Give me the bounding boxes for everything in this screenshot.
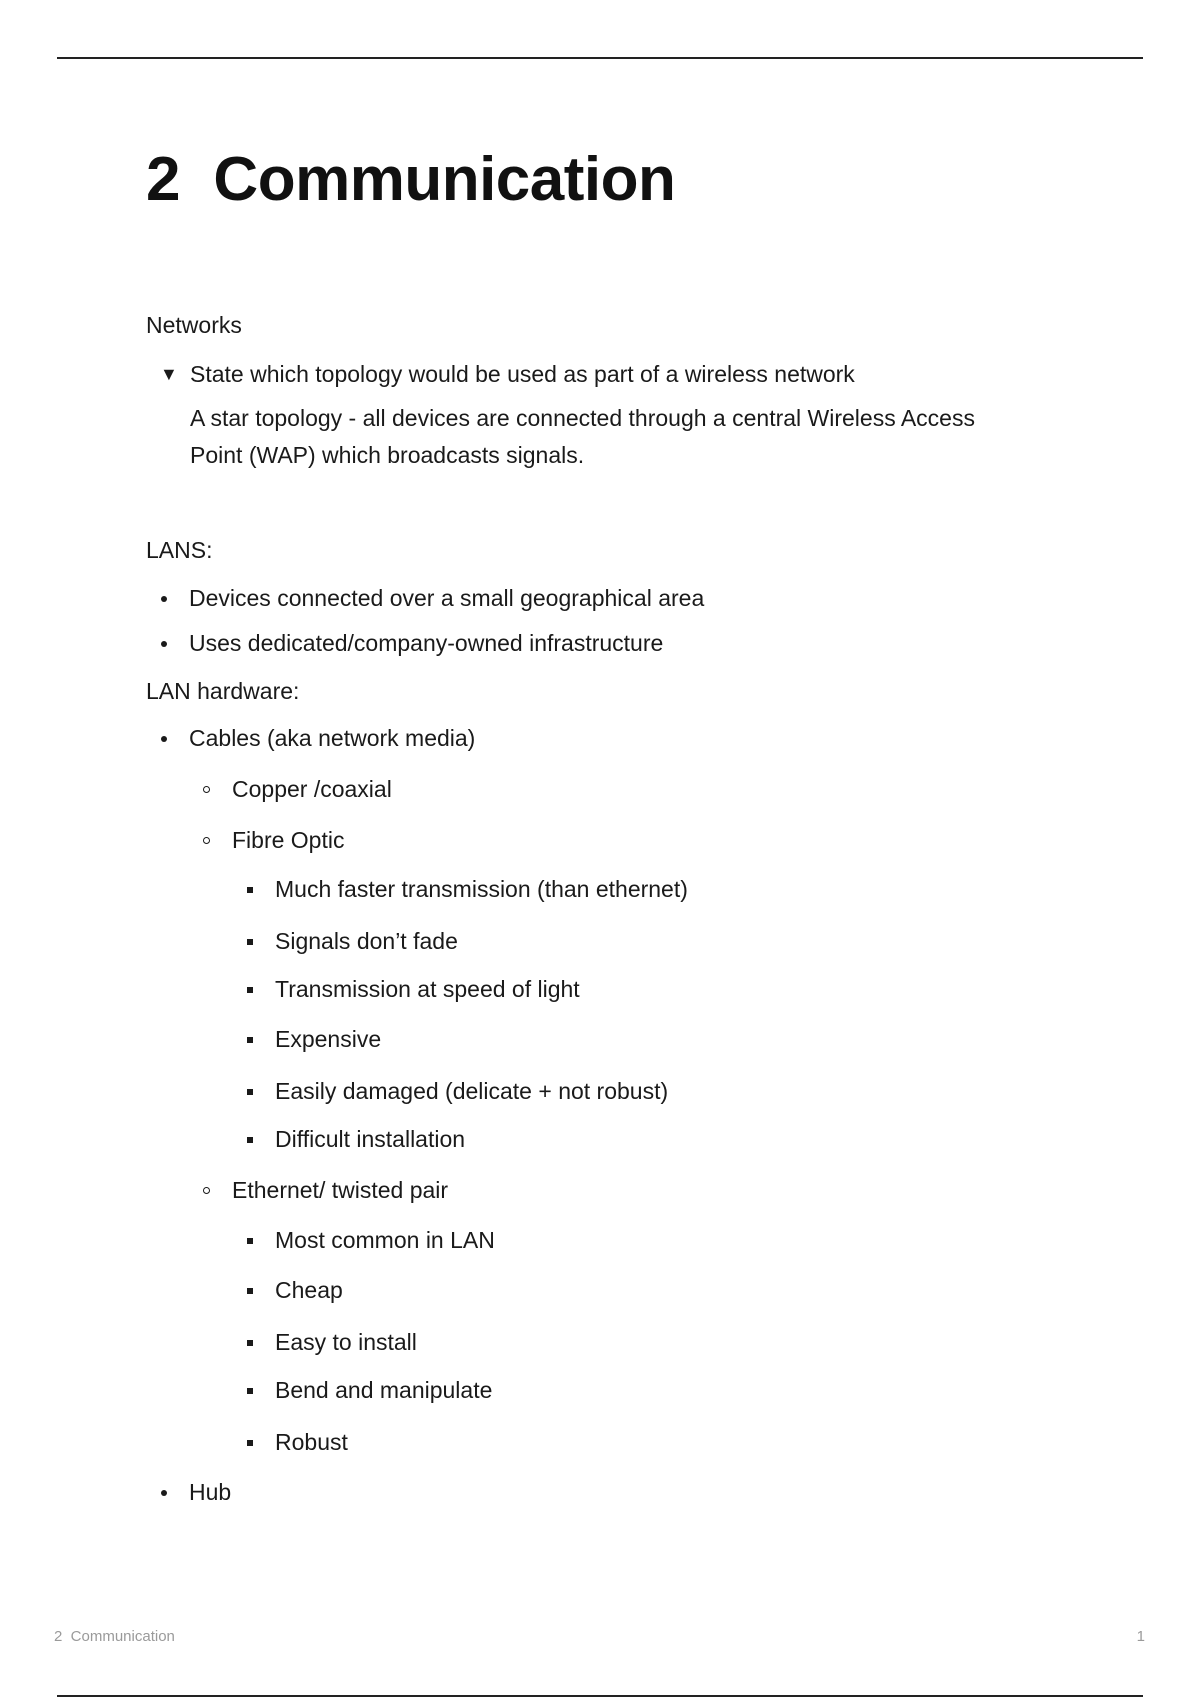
list-item-text: Difficult installation [275,1126,466,1152]
lans-heading: LANS: [146,537,213,563]
networks-heading: Networks [146,312,242,338]
bottom-rule [57,1695,1143,1697]
list-item [232,1223,1106,1257]
square-bullet-icon [247,1137,253,1143]
top-rule [57,57,1143,59]
square-bullet-icon [247,1238,253,1244]
list-item [232,1022,1106,1056]
list-item-ethernet [189,1173,1106,1459]
toggle-header[interactable] [160,357,1106,391]
list-item-text: Signals don’t fade [275,928,458,954]
list-item-text: Devices connected over a small geographical area [189,585,705,611]
cables-sublist [189,772,1106,1459]
list-item [232,1325,1106,1359]
list-item [232,924,1106,958]
list-item-fibre [189,823,1106,1156]
fibre-sublist [232,872,1106,1156]
list-item-hub [146,1475,1106,1509]
square-bullet-icon [247,1340,253,1346]
list-item-text: Transmission at speed of light [275,976,580,1002]
list-item-text: Copper /coaxial [232,776,392,802]
bullet-icon [161,736,167,742]
list-item-text: Fibre Optic [232,827,345,853]
list-item [232,872,1106,906]
circle-bullet-icon [203,786,210,793]
lan-hardware-list [146,721,1106,1509]
toggle-triangle-icon[interactable]: ▼ [160,364,178,384]
toggle-question: State which topology would be used as part of a wireless network [190,361,855,387]
footer-page-number: 1 [1136,1628,1145,1645]
list-item [146,581,1106,615]
page-title: 2 Communication [146,145,676,214]
footer-title: 2 Communication [54,1628,175,1645]
list-item [232,972,1106,1006]
circle-bullet-icon [203,837,210,844]
list-item-copper [189,772,1106,806]
list-item-text: Cables (aka network media) [189,725,476,751]
list-item-text: Much faster transmission (than ethernet) [275,876,688,902]
list-item-text: Robust [275,1429,348,1455]
square-bullet-icon [247,1089,253,1095]
list-item-cables [146,721,1106,1459]
square-bullet-icon [247,1037,253,1043]
ethernet-sublist [232,1223,1106,1459]
toggle-answer: A star topology - all devices are connected through a central Wireless Access Point (WAP) which broadcasts signals. [190,405,975,468]
list-item [232,1074,1106,1108]
list-item [146,626,1106,660]
list-item [232,1273,1106,1307]
circle-bullet-icon [203,1187,210,1194]
list-item [232,1122,1106,1156]
list-item [232,1373,1106,1407]
square-bullet-icon [247,1388,253,1394]
square-bullet-icon [247,939,253,945]
bullet-icon [161,596,167,602]
list-item-text: Ethernet/ twisted pair [232,1177,449,1203]
document-content [146,140,1106,1509]
toggle-block [160,357,1106,474]
list-item-text: Easy to install [275,1329,417,1355]
square-bullet-icon [247,887,253,893]
square-bullet-icon [247,1440,253,1446]
list-item-text: Bend and manipulate [275,1377,493,1403]
square-bullet-icon [247,1288,253,1294]
bullet-icon [161,1490,167,1496]
list-item-text: Expensive [275,1026,382,1052]
lan-hardware-heading: LAN hardware: [146,678,300,704]
list-item-text: Cheap [275,1277,343,1303]
bullet-icon [161,641,167,647]
list-item-text: Uses dedicated/company-owned infrastructure [189,630,664,656]
lans-list [146,581,1106,660]
list-item-text: Most common in LAN [275,1227,495,1253]
list-item-text: Easily damaged (delicate + not robust) [275,1078,669,1104]
list-item-text: Hub [189,1479,232,1505]
square-bullet-icon [247,987,253,993]
list-item [232,1425,1106,1459]
